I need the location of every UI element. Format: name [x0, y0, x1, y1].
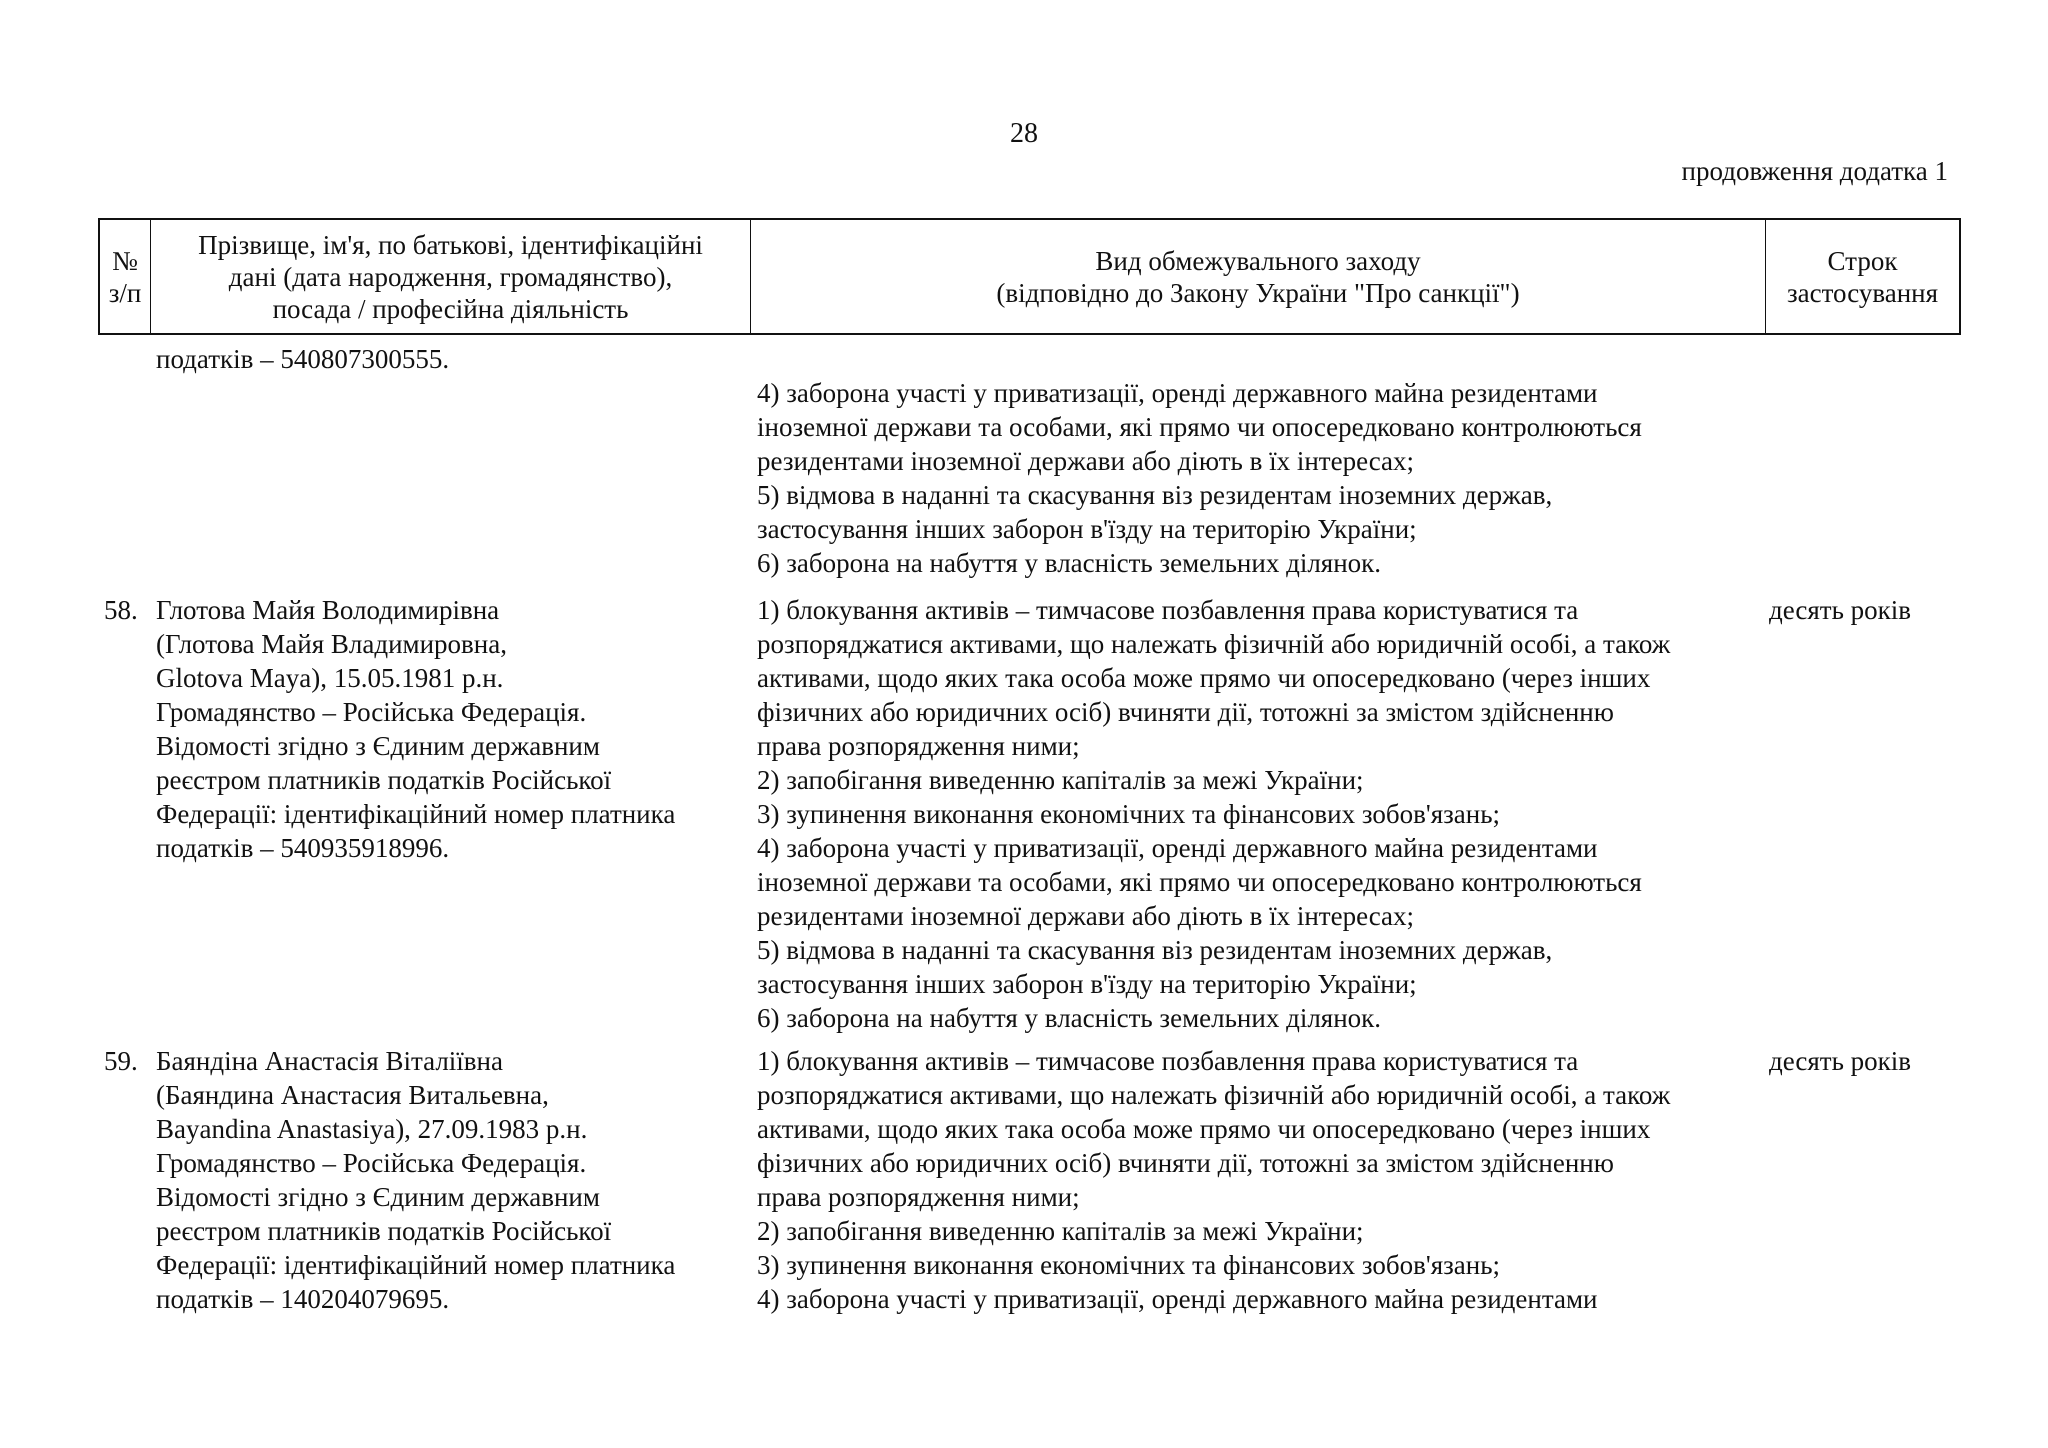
- measure-line: застосування інших заборон в'їзду на територію України;: [757, 514, 1417, 544]
- header-measure: Вид обмежувального заходу (відповідно до Закону України "Про санкції"): [751, 220, 1766, 333]
- name-cell: [156, 593, 756, 865]
- name-line: Громадянство – Російська Федерація.: [156, 697, 587, 727]
- measure-line: фізичних або юридичних осіб) вчиняти дії, тотожні за змістом здійсненню: [757, 1148, 1614, 1178]
- measure-line: розпоряджатися активами, що належать фізичній або юридичній особі, а також: [757, 629, 1671, 659]
- measure-cell: [757, 1044, 1762, 1316]
- term-cell: десять років: [1769, 1046, 1912, 1076]
- name-line: реєстром платників податків Російської: [156, 1216, 612, 1246]
- name-line: реєстром платників податків Російської: [156, 765, 612, 795]
- measure-line: 4) заборона участі у приватизації, оренді державного майна резидентами: [757, 378, 1598, 408]
- header-name: Прізвище, ім'я, по батькові, ідентифікаційні дані (дата народження, громадянство), посада / професійна діяльність: [151, 220, 751, 333]
- continuation-note: продовження додатка 1: [1681, 156, 1948, 186]
- measure-line: активами, щодо яких така особа може прямо чи опосередковано (через інших: [757, 1114, 1651, 1144]
- measure-line: 2) запобігання виведенню капіталів за межі України;: [757, 1216, 1364, 1246]
- name-line: Глотова Майя Володимирівна: [156, 595, 500, 625]
- measure-line: 1) блокування активів – тимчасове позбавлення права користуватися та: [757, 595, 1579, 625]
- measure-line: 4) заборона участі у приватизації, оренді державного майна резидентами: [757, 833, 1598, 863]
- measure-cell: [757, 593, 1762, 1035]
- row-number: 59.: [104, 1046, 138, 1076]
- name-line: податків – 140204079695.: [156, 1284, 450, 1314]
- measure-cell: [757, 376, 1762, 580]
- name-line: Відомості згідно з Єдиним державним: [156, 731, 600, 761]
- name-line: Федерації: ідентифікаційний номер платника: [156, 1250, 676, 1280]
- name-line: Відомості згідно з Єдиним державним: [156, 1182, 600, 1212]
- header-term: Строк застосування: [1786, 245, 1939, 308]
- measure-line: 5) відмова в наданні та скасування віз резидентам іноземних держав,: [757, 480, 1553, 510]
- measure-line: 6) заборона на набуття у власність земельних ділянок.: [757, 1003, 1382, 1033]
- name-line: податків – 540807300555.: [156, 344, 450, 374]
- measure-line: 4) заборона участі у приватизації, оренді державного майна резидентами: [757, 1284, 1598, 1314]
- measure-line: іноземної держави та особами, які прямо чи опосередковано контролюються: [757, 412, 1642, 442]
- measure-line: 5) відмова в наданні та скасування віз резидентам іноземних держав,: [757, 935, 1553, 965]
- name-line: Баяндіна Анастасія Віталіївна: [156, 1046, 503, 1076]
- name-line: Федерації: ідентифікаційний номер платника: [156, 799, 676, 829]
- measure-line: розпоряджатися активами, що належать фізичній або юридичній особі, а також: [757, 1080, 1671, 1110]
- measure-line: застосування інших заборон в'їзду на територію України;: [757, 969, 1417, 999]
- name-line: (Глотова Майя Владимировна,: [156, 629, 507, 659]
- measure-line: активами, щодо яких така особа може прямо чи опосередковано (через інших: [757, 663, 1651, 693]
- header-number: № з/п: [100, 220, 151, 333]
- table-header: [98, 218, 1961, 335]
- measure-line: іноземної держави та особами, які прямо чи опосередковано контролюються: [757, 867, 1642, 897]
- measure-line: 6) заборона на набуття у власність земельних ділянок.: [757, 548, 1382, 578]
- measure-line: резидентами іноземної держави або діють в їх інтересах;: [757, 446, 1415, 476]
- measure-line: фізичних або юридичних осіб) вчиняти дії, тотожні за змістом здійсненню: [757, 697, 1614, 727]
- name-line: Glotova Maya), 15.05.1981 р.н.: [156, 663, 504, 693]
- measure-line: 3) зупинення виконання економічних та фінансових зобов'язань;: [757, 799, 1501, 829]
- name-line: податків – 540935918996.: [156, 833, 450, 863]
- name-line: Bayandina Anastasiya), 27.09.1983 р.н.: [156, 1114, 588, 1144]
- measure-line: 2) запобігання виведенню капіталів за межі України;: [757, 765, 1364, 795]
- name-cell: [156, 1044, 756, 1316]
- measure-line: резидентами іноземної держави або діють в їх інтересах;: [757, 901, 1415, 931]
- name-line: Громадянство – Російська Федерація.: [156, 1148, 587, 1178]
- name-cell: [156, 342, 756, 376]
- measure-line: 3) зупинення виконання економічних та фінансових зобов'язань;: [757, 1250, 1501, 1280]
- page-number: 28: [1010, 118, 1038, 149]
- term-cell: десять років: [1769, 595, 1912, 625]
- measure-line: права розпорядження ними;: [757, 731, 1080, 761]
- measure-line: права розпорядження ними;: [757, 1182, 1080, 1212]
- row-number: 58.: [104, 595, 138, 625]
- name-line: (Баяндина Анастасия Витальевна,: [156, 1080, 549, 1110]
- measure-line: 1) блокування активів – тимчасове позбавлення права користуватися та: [757, 1046, 1579, 1076]
